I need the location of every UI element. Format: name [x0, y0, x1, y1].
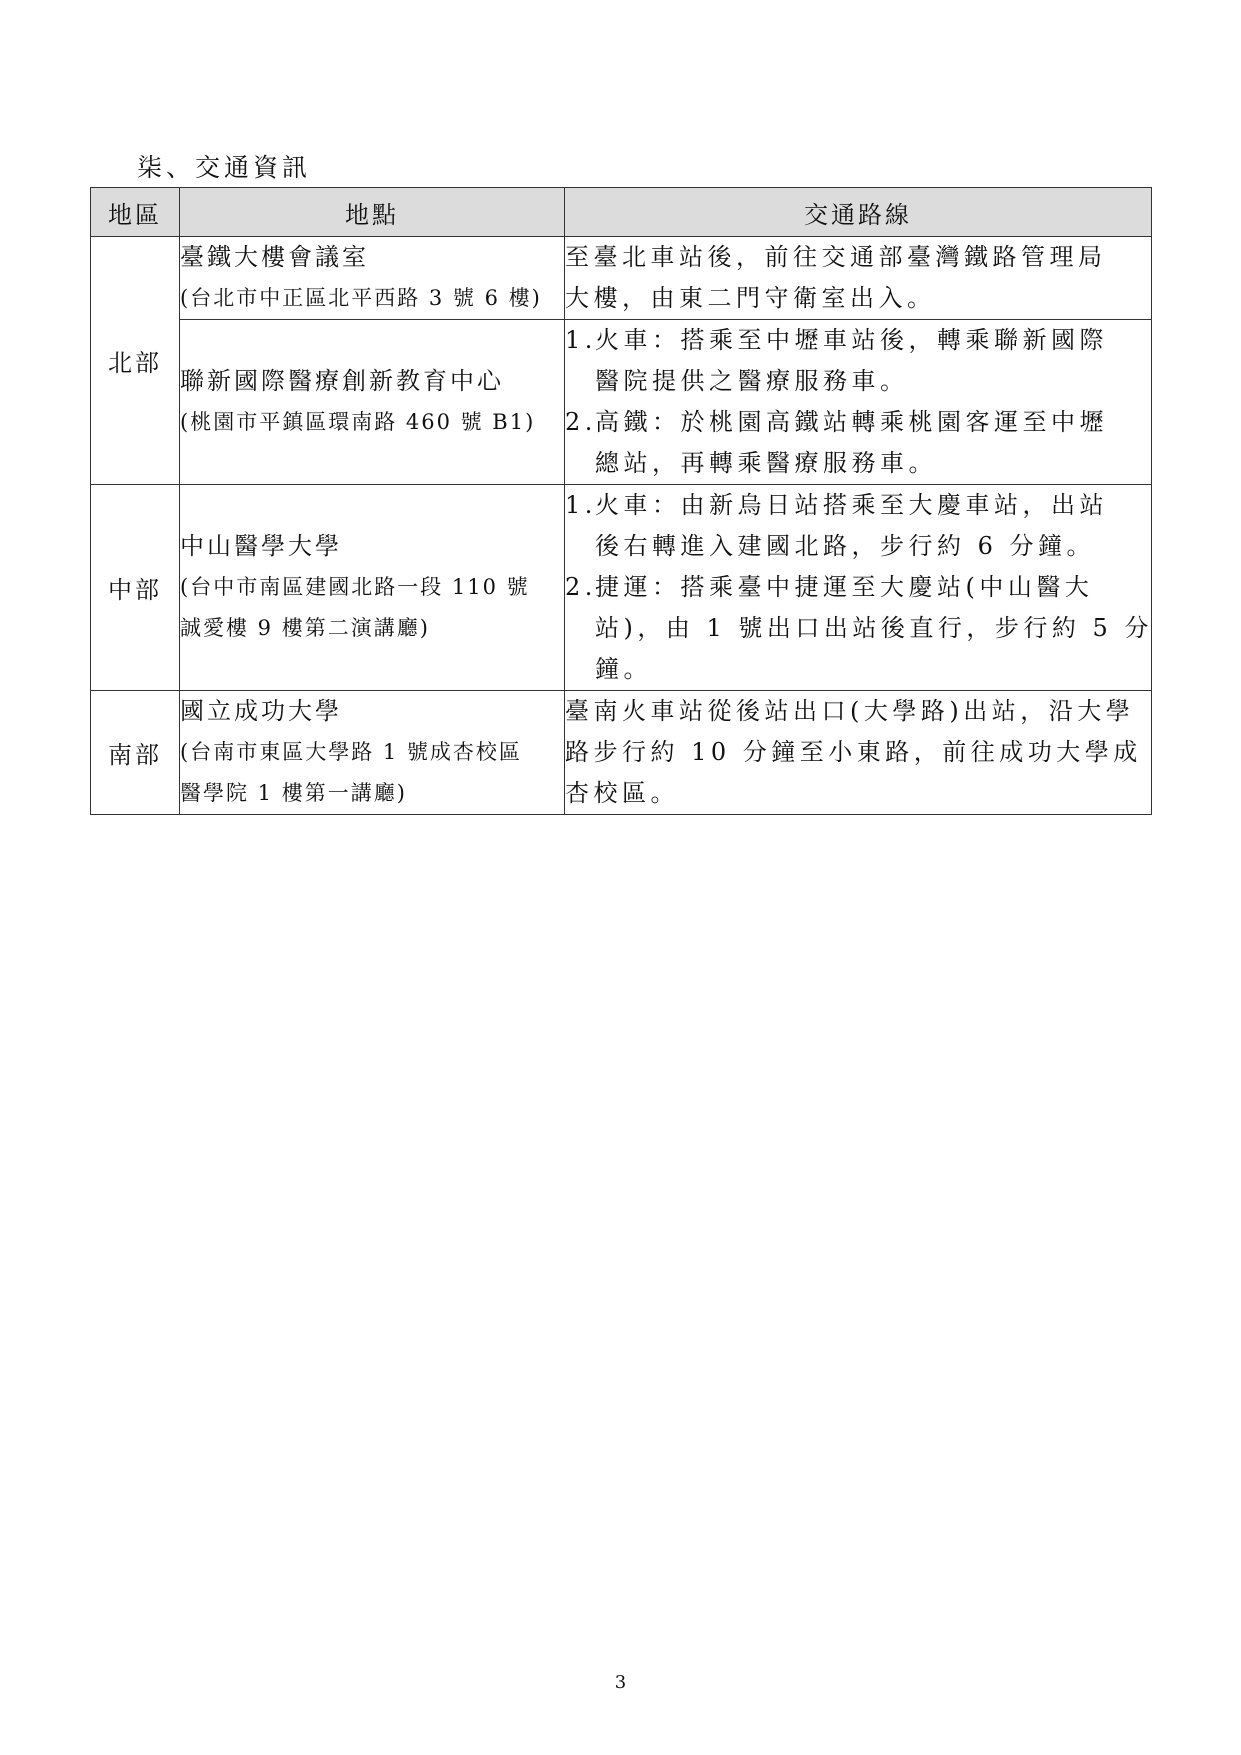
place-cell: [180, 485, 565, 691]
route-cell: [565, 237, 1152, 320]
place-cell: [180, 691, 565, 815]
place-cell: [180, 320, 565, 485]
place-address: (台中市南區建國北路一段 110 號: [180, 575, 530, 599]
place-name: 臺鐵大樓會議室: [180, 243, 369, 271]
step-number: 2.: [565, 408, 597, 436]
route-line: 臺南火車站從後站出口(大學路)出站，沿大學: [565, 697, 1135, 725]
step-number: 1.: [565, 326, 597, 354]
place-address: (台北市中正區北平西路 3 號 6 樓): [180, 286, 542, 310]
route-line: 杏校區。: [565, 779, 679, 807]
header-place: 地點: [180, 188, 565, 237]
header-route: 交通路線: [565, 188, 1152, 237]
step-line: 捷運：搭乘臺中捷運至大慶站(中山醫大: [595, 573, 1094, 601]
place-address: 醫學院 1 樓第一講廳): [180, 781, 407, 805]
step-line: 醫院提供之醫療服務車。: [595, 367, 909, 395]
route-line: 路步行約 10 分鐘至小東路，前往成功大學成: [565, 738, 1142, 766]
table-row: [91, 320, 1152, 485]
region-cell: 南部: [91, 691, 180, 815]
table-row: [91, 237, 1152, 320]
route-step: [565, 402, 1151, 484]
route-steps: [565, 320, 1151, 484]
step-number: 2.: [565, 573, 597, 601]
place-name: 國立成功大學: [180, 697, 342, 725]
step-line: 火車：由新烏日站搭乘至大慶車站，出站: [595, 491, 1108, 519]
table-row: [91, 485, 1152, 691]
step-number: 1.: [565, 491, 597, 519]
route-cell: [565, 691, 1152, 815]
route-step: [565, 485, 1151, 567]
route-line: 至臺北車站後，前往交通部臺灣鐵路管理局: [565, 243, 1107, 271]
table-header-row: [91, 188, 1152, 237]
route-steps: [565, 485, 1151, 690]
place-address: (桃園市平鎮區環南路 460 號 B1): [180, 410, 536, 434]
page-number: 3: [614, 1672, 627, 1693]
step-line: 總站，再轉乘醫療服務車。: [595, 449, 937, 477]
step-line: 站)，由 1 號出口出站後直行，步行約 5 分: [595, 614, 1153, 642]
route-cell: [565, 320, 1152, 485]
route-step: [565, 320, 1151, 402]
place-name: 聯新國際醫療創新教育中心: [180, 367, 504, 395]
step-line: 火車：搭乘至中壢車站後，轉乘聯新國際: [595, 326, 1108, 354]
route-step: [565, 567, 1151, 690]
header-region: 地區: [91, 188, 180, 237]
step-line: 後右轉進入建國北路，步行約 6 分鐘。: [595, 532, 1096, 560]
place-address: 誠愛樓 9 樓第二演講廳): [180, 616, 430, 640]
table-row: [91, 691, 1152, 815]
place-name: 中山醫學大學: [180, 532, 342, 560]
region-cell: 北部: [91, 237, 180, 485]
place-cell: [180, 237, 565, 320]
region-cell: 中部: [91, 485, 180, 691]
route-line: 大樓，由東二門守衛室出入。: [565, 284, 936, 312]
route-cell: [565, 485, 1152, 691]
step-line: 高鐵：於桃園高鐵站轉乘桃園客運至中壢: [595, 408, 1108, 436]
transport-table: [90, 187, 1152, 815]
place-address: (台南市東區大學路 1 號成杏校區: [180, 740, 522, 764]
step-line: 鐘。: [595, 655, 652, 683]
section-title: 柒、交通資訊: [137, 153, 312, 182]
